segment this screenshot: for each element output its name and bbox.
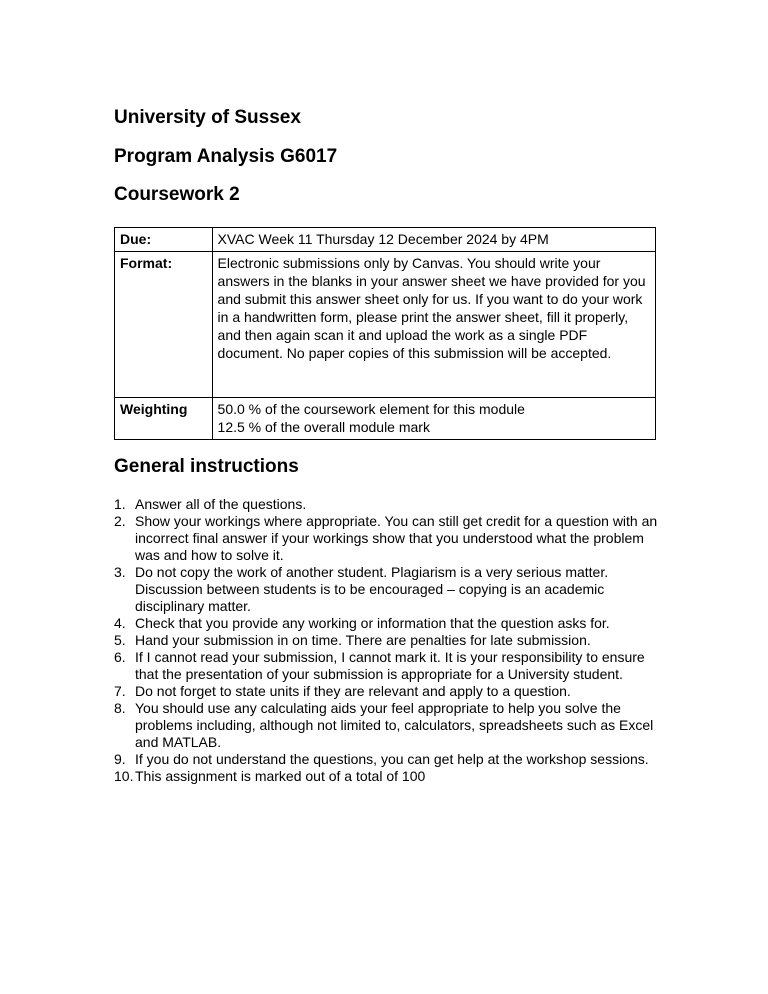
list-item <box>114 683 659 700</box>
list-item-text: You should use any calculating aids your feel appropriate to help you solve the problems including, although not limited to, calculators, spreadsheets such as Excel and MATLAB. <box>135 700 654 750</box>
format-value: Electronic submissions only by Canvas. You should write your answers in the blanks in your answer sheet we have provided for you and submit this answer sheet only for us. If you want to do your work in a handwritten form, please print the answer sheet, fill it properly, and then again scan it and upload the work as a single PDF document. No paper copies of this submission will be accepted. <box>212 252 655 398</box>
list-item <box>114 649 659 683</box>
module-title: Program Analysis G6017 <box>114 146 338 167</box>
list-item-number: 1. <box>114 496 126 512</box>
list-item-number: 4. <box>114 615 126 631</box>
list-item <box>114 632 659 649</box>
list-item <box>114 700 659 751</box>
list-item <box>114 751 659 768</box>
list-item-number: 8. <box>114 700 126 716</box>
weighting-row <box>115 398 656 440</box>
list-item-number: 6. <box>114 649 126 665</box>
list-item-number: 2. <box>114 513 126 529</box>
weighting-label: Weighting <box>115 398 213 440</box>
list-item-number: 3. <box>114 564 126 580</box>
list-item-text: This assignment is marked out of a total of 100 <box>135 768 426 784</box>
format-row <box>115 252 656 398</box>
list-item-text: Answer all of the questions. <box>135 496 307 512</box>
list-item <box>114 615 659 632</box>
list-item-text: Check that you provide any working or information that the question asks for. <box>135 615 610 631</box>
list-item-number: 9. <box>114 751 126 767</box>
list-item-text: Do not forget to state units if they are relevant and apply to a question. <box>135 683 571 699</box>
format-label: Format: <box>115 252 213 398</box>
general-instructions-heading: General instructions <box>114 456 299 477</box>
list-item-text: Do not copy the work of another student. Plagiarism is a very serious matter. Discussion between students is to be encouraged – copying is an academic disciplinary matter. <box>135 564 609 614</box>
due-label: Due: <box>115 228 213 252</box>
due-row <box>115 228 656 252</box>
list-item-text: Show your workings where appropriate. You can still get credit for a question with an incorrect final answer if your workings show that you understood what the problem was and how to solve it. <box>135 513 658 563</box>
list-item-text: If you do not understand the questions, you can get help at the workshop sessions. <box>135 751 649 767</box>
list-item <box>114 513 659 564</box>
due-value: XVAC Week 11 Thursday 12 December 2024 by 4PM <box>212 228 655 252</box>
university-title: University of Sussex <box>114 107 301 128</box>
weighting-overall-share: 12.5 % of the overall module mark <box>217 419 430 435</box>
list-item-text: Hand your submission in on time. There are penalties for late submission. <box>135 632 591 648</box>
coursework-title: Coursework 2 <box>114 184 240 205</box>
weighting-value <box>212 398 655 440</box>
list-item <box>114 564 659 615</box>
list-item-text: If I cannot read your submission, I cannot mark it. It is your responsibility to ensure that the presentation of your submission is appropriate for a University student. <box>135 649 645 682</box>
list-item-number: 5. <box>114 632 126 648</box>
list-item-number: 7. <box>114 683 126 699</box>
list-item <box>114 496 659 513</box>
weighting-module-share: 50.0 % of the coursework element for this module <box>217 401 525 417</box>
instructions-list <box>114 496 659 785</box>
coursework-info-table <box>114 227 656 440</box>
list-item-number: 10. <box>114 768 134 784</box>
list-item <box>114 768 659 785</box>
